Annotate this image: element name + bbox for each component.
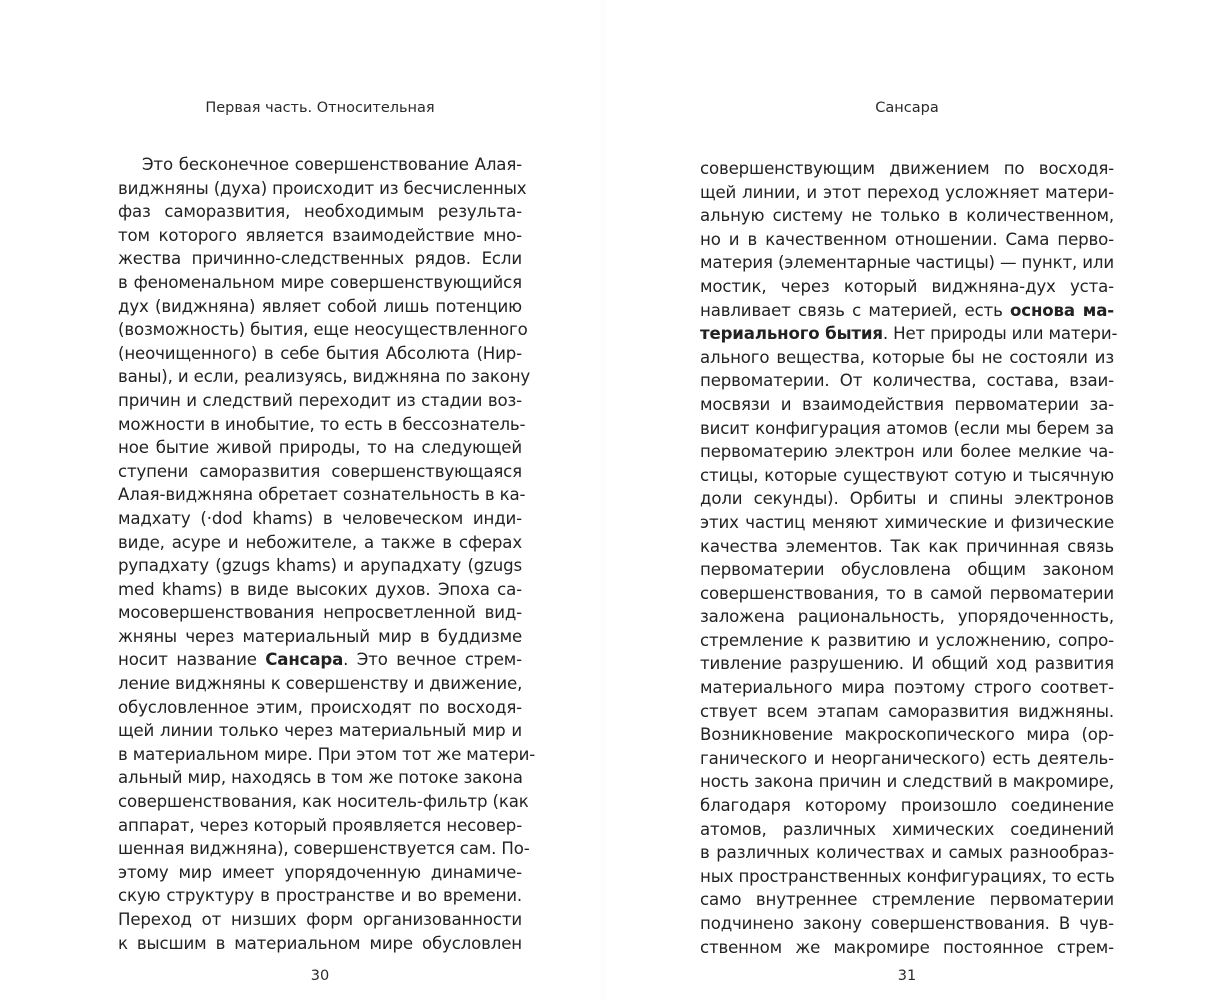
- text-line: материя (элементарные частицы) — пункт, или: [700, 253, 1114, 273]
- text-line: том которого является взаимодействие мно-: [118, 225, 522, 245]
- text-line: фаз саморазвития, необходимым результа-: [118, 202, 522, 222]
- text-line: носит название Сансара. Это вечное стрем-: [118, 650, 522, 670]
- text-line: тивление разрушению. И общий ход развития: [700, 654, 1114, 674]
- bold-term: основа ма-: [1010, 300, 1114, 320]
- text-line: в материальном мире. При этом тот же матери-: [118, 744, 536, 764]
- text-line: Алая-виджняна обретает сознательность в ка-: [118, 485, 526, 505]
- text-line: этому мир имеет упорядоченную динамиче-: [118, 862, 522, 882]
- text-line: (возможность) бытия, еще неосуществленного: [118, 320, 528, 340]
- text-line: аппарат, через который проявляется несовер-: [118, 815, 523, 835]
- bold-term: Сансара: [265, 650, 344, 670]
- text-line: к высшим в материальном мире обусловлен: [118, 933, 522, 953]
- text-line: альный мир, находясь в том же потоке закона: [118, 768, 523, 788]
- text-line: первоматерии. От количества, состава, взаи-: [700, 371, 1114, 391]
- text-line: совершенствования, как носитель-фильтр (как: [118, 792, 529, 812]
- text-line: но и в качественном отношении. Сама перво-: [700, 229, 1114, 249]
- text-line: подчинено закону совершенствования. В чув-: [700, 914, 1114, 933]
- bold-term: териального бытия: [700, 324, 883, 344]
- text-line: med khams) в виде высоких духов. Эпоха са-: [118, 579, 522, 599]
- text-line: скую структуру в пространстве и во времени.: [118, 886, 522, 906]
- text-line: первоматерию электрон или более мелкие ча-: [700, 442, 1114, 462]
- text-line: ное бытие живой природы, то на следующей: [118, 438, 522, 458]
- text-line: совершенствования, то в самой первоматерии: [700, 583, 1114, 603]
- text-line: виде, асуре и небожителе, а также в сферах: [118, 532, 522, 552]
- text-line: обусловленное этим, происходят по восходя-: [118, 697, 522, 717]
- text-line: шенная виджняна), совершенствуется сам. По-: [118, 839, 530, 859]
- text-line: рупадхату (gzugs khams) и арупадхату (gzugs: [118, 556, 522, 576]
- body-text: [700, 157, 1118, 959]
- text-line: навливает связь с материей, есть основа ма-: [700, 300, 1114, 320]
- text-line: причин и следствий переходит из стадии воз-: [118, 390, 522, 410]
- left-page: [0, 0, 603, 1000]
- text-line: качества элементов. Так как причинная связь: [700, 536, 1114, 556]
- text-line: щей линии, и этот переход усложняет матери-: [700, 182, 1114, 202]
- text-line: мадхату (·dod khams) в человеческом инди-: [118, 508, 522, 528]
- text-line: совершенствующим движением по восходя-: [700, 159, 1114, 178]
- text-line: альную систему не только в количественном,: [700, 206, 1114, 226]
- text-line: щей линии только через материальный мир и: [118, 721, 522, 741]
- text-line: ных пространственных конфигурациях, то есть: [700, 866, 1115, 886]
- text-line: мостик, через который виджняна-дух уста-: [700, 276, 1114, 296]
- text-line: ганического и неорганического) есть деятель-: [700, 748, 1114, 768]
- text-line: в феноменальном мире совершенствующийся: [118, 272, 522, 292]
- text-line: ваны), и если, реализуясь, виджняна по закону: [118, 367, 531, 387]
- text-line: Возникновение макроскопического мира (ор-: [700, 725, 1114, 745]
- text-line: в различных количествах и самых разнообраз-: [700, 843, 1114, 863]
- text-line: Это бесконечное совершенствование Алая-: [142, 155, 522, 174]
- text-line: ление виджняны к совершенству и движение,: [118, 674, 523, 694]
- running-head: Первая часть. Относительная: [205, 100, 435, 116]
- text-line: жняны через материальный мир в буддизме: [118, 626, 522, 646]
- text-line: ступени саморазвития совершенствующаяся: [118, 461, 522, 481]
- text-line: дух (виджняна) являет собой лишь потенцию: [118, 296, 522, 316]
- page-number: 30: [310, 968, 330, 984]
- body-text: [118, 153, 536, 955]
- text-line: териального бытия. Нет природы или матери-: [700, 324, 1118, 344]
- text-line: можности в инобытие, то есть в бессознатель-: [118, 414, 526, 434]
- text-line: благодаря которому произошло соединение: [700, 796, 1114, 816]
- text-line: ственном же макромире постоянное стрем-: [700, 937, 1114, 957]
- text-line: само внутреннее стремление первоматерии: [700, 890, 1114, 910]
- text-line: материального мира поэтому строго соответ-: [700, 678, 1114, 698]
- text-line: заложена рациональность, упорядоченность,: [700, 607, 1114, 627]
- text-line: мосвязи и взаимодействия первоматерии за-: [700, 394, 1114, 414]
- text-line: атомов, различных химических соединений: [700, 819, 1114, 839]
- text-line: виджняны (духа) происходит из бесчисленных: [118, 178, 527, 198]
- page-number: 31: [897, 968, 917, 984]
- text-line: доли секунды). Орбиты и спины электронов: [700, 489, 1114, 509]
- text-line: жества причинно-следственных рядов. Если: [118, 249, 522, 269]
- text-line: ствует всем этапам саморазвития виджняны.: [700, 701, 1114, 721]
- text-line: мосовершенствования непросветленной вид-: [118, 603, 522, 623]
- text-line: первоматерии обусловлена общим законом: [700, 560, 1114, 580]
- text-line: Переход от низших форм организованности: [118, 910, 522, 929]
- running-head: Сансара: [875, 100, 939, 116]
- right-page: [603, 0, 1207, 1000]
- text-line: этих частиц меняют химические и физические: [700, 512, 1114, 532]
- text-line: стремление к развитию и усложнению, сопро-: [700, 630, 1114, 650]
- text-line: (неочищенного) в себе бытия Абсолюта (Нир-: [118, 343, 522, 363]
- text-line: стицы, которые существуют сотую и тысячную: [700, 465, 1114, 485]
- text-line: ального вещества, которые бы не состояли из: [700, 347, 1114, 367]
- text-line: ность закона причин и следствий в макромире,: [700, 772, 1114, 792]
- text-line: висит конфигурация атомов (если мы берем за: [700, 418, 1114, 438]
